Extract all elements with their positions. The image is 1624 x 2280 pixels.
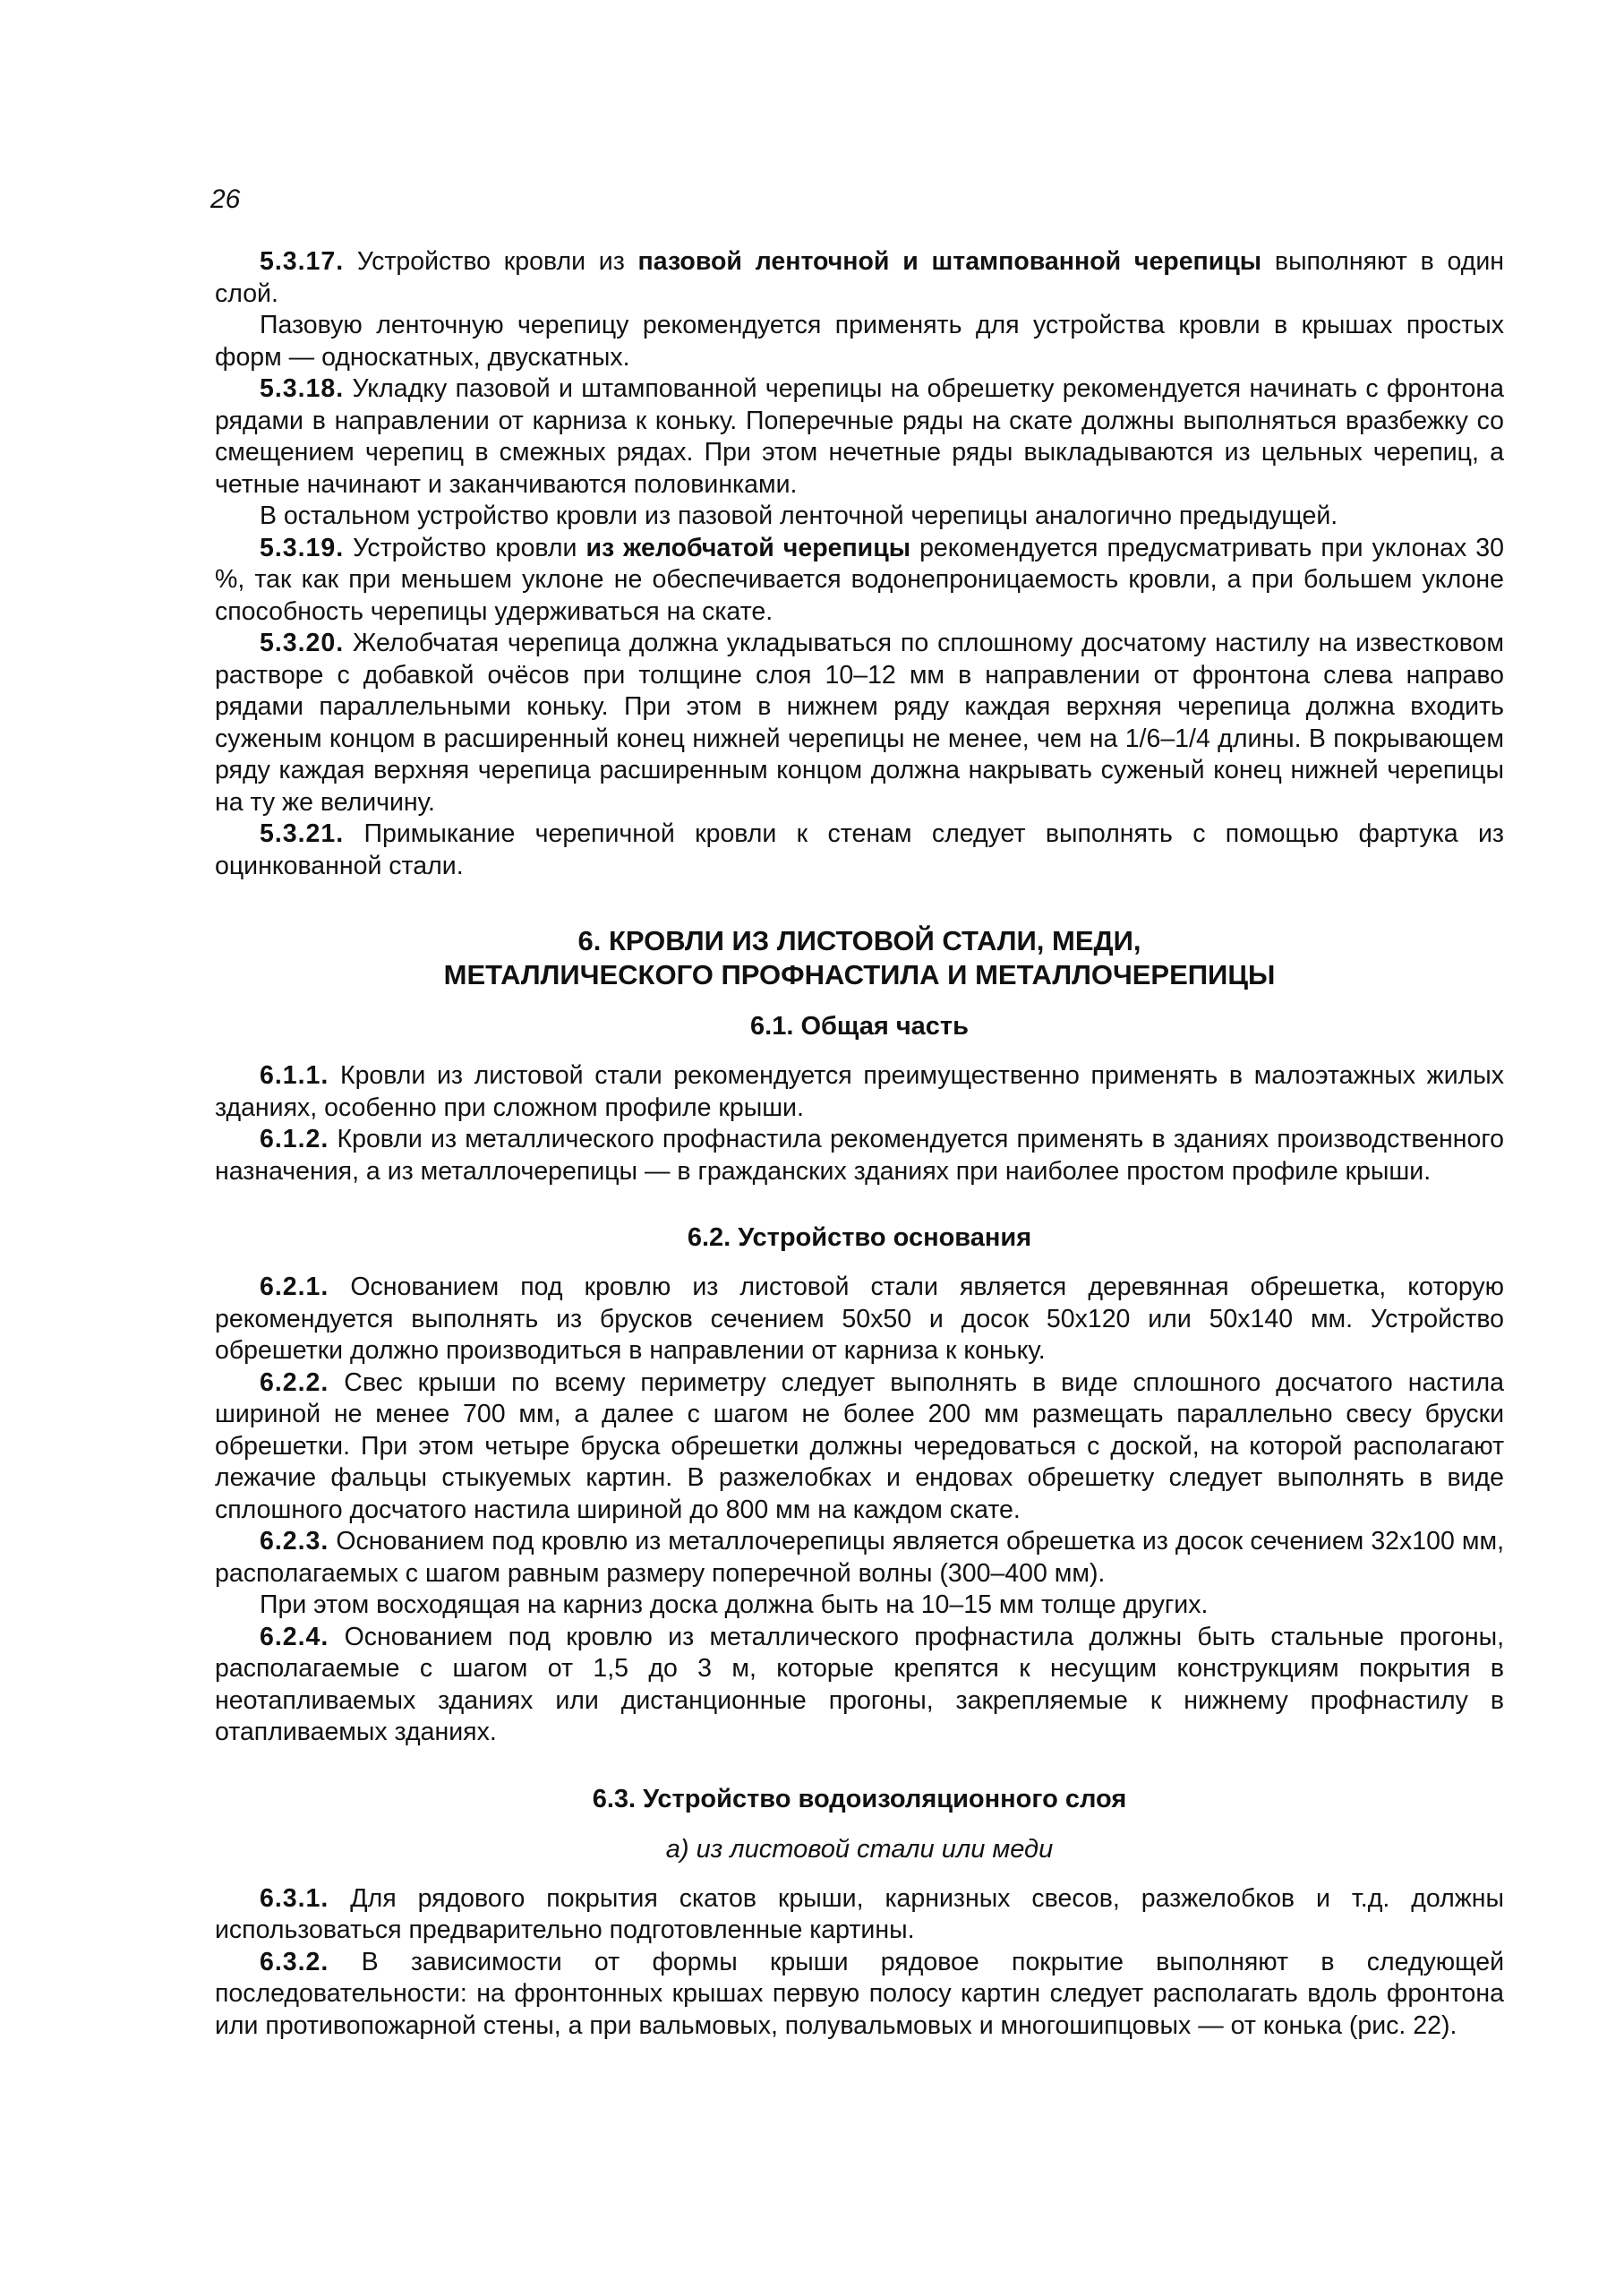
paragraph [215, 1590, 1504, 1622]
paragraph [215, 1060, 1504, 1124]
section-title: 6.1. Общая часть [750, 1012, 969, 1041]
paragraph [215, 246, 1504, 310]
clause-number: 5.3.17. [260, 247, 345, 276]
paragraph-text: Свес крыши по всему периметру следует выполнять в виде сплошного досчатого настила шириной не менее 700 мм, а далее с шагом не более 200 мм размещать параллельно свесу бруски обрешетки. При этом четыре бруска обрешетки должны чередоваться с доской, на которой располагают лежачие фальцы стыкуемых картин. В разжелобках и ендовах обрешетку следует выполнять в виде сплошного досчатого настила шириной до 800 мм на каждом скате. [215, 1367, 1504, 1524]
clause-number: 5.3.21. [260, 819, 345, 848]
paragraph-text: При этом восходящая на карниз доска должна быть на 10–15 мм толще других. [260, 1590, 1209, 1619]
section-title: 6.2. Устройство основания [687, 1223, 1032, 1252]
clause-number: 5.3.19. [260, 533, 345, 562]
bold-term: из желобчатой черепицы [585, 533, 911, 562]
paragraph-text: Для рядового покрытия скатов крыши, карнизных свесов, разжелобков и т.д. должны использоваться предварительно подготовленные картины. [215, 1883, 1504, 1944]
clause-number: 6.1.2. [260, 1125, 329, 1153]
paragraph [215, 1272, 1504, 1367]
paragraph-text: Желобчатая черепица должна укладываться по сплошному досчатому настилу на известковом растворе с добавкой очёсов при толщине слоя 10–12 мм в направлении от фронтона слева направо рядами параллельными коньку. При этом в нижнем ряду каждая верхняя черепица должна входить суженым концом в расширенный конец нижней черепицы не менее, чем на 1/6–1/4 длины. В покрывающем ряду каждая верхняя черепица расширенным концом должна накрывать суженый конец нижней черепицы на ту же величину. [215, 629, 1504, 817]
paragraph [215, 310, 1504, 373]
paragraph-text: выполняют в один слой. [215, 247, 1505, 308]
paragraph [215, 1124, 1504, 1187]
clause-number: 5.3.18. [260, 374, 345, 403]
clause-number: 6.2.3. [260, 1527, 329, 1556]
paragraph-text: В зависимости от формы крыши рядовое покрытие выполняют в следующей последовательности: на фронтонных крышах первую полосу картин следует располагать вдоль фронтона или противопожарной стены, а при вальмовых, полувальмовых и многошипцовых — от конька (рис. 22). [215, 1947, 1504, 2040]
clause-number: 6.1.1. [260, 1061, 329, 1090]
paragraph [215, 628, 1504, 819]
paragraph-text: Устройство кровли из [344, 247, 638, 276]
clause-number: 5.3.20. [260, 629, 345, 657]
paragraph [215, 373, 1504, 501]
paragraph [215, 1622, 1504, 1749]
paragraph [215, 1526, 1504, 1590]
paragraph-text: Кровли из металлического профнастила рекомендуется применять в зданиях производственного назначения, а из металлочерепицы — в гражданских зданиях при наиболее простом профиле крыши. [215, 1125, 1504, 1186]
paragraph-text: Основанием под кровлю из металлического профнастила должны быть стальные прогоны, располагаемые с шагом от 1,5 до 3 м, которые крепятся к несущим конструкциям покрытия в неотапливаемых зданиях или дистанционные прогоны, закрепляемые к нижнему профнастилу в отапливаемых зданиях. [215, 1622, 1504, 1746]
paragraph-text: Основанием под кровлю из металлочерепицы является обрешетка из досок сечением 32х100 мм, располагаемых с шагом равным размеру поперечной волны (300–400 мм). [215, 1527, 1504, 1588]
paragraph-text: Укладку пазовой и штампованной черепицы на обрешетку рекомендуется начинать с фронтона рядами в направлении от карниза к коньку. Поперечные ряды на скате должны выполняться вразбежку со смещением черепиц в смежных рядах. При этом нечетные ряды выкладываются из цельных черепиц, а четные начинают и заканчиваются половинками. [215, 374, 1504, 499]
chapter-title-line: 6. КРОВЛИ ИЗ ЛИСТОВОЙ СТАЛИ, МЕДИ, [577, 925, 1141, 956]
paragraph-text: Кровли из листовой стали рекомендуется преимущественно применять в малоэтажных жилых зданиях, особенно при сложном профиле крыши. [215, 1061, 1504, 1122]
clause-number: 6.2.2. [260, 1367, 329, 1397]
section-title: 6.3. Устройство водоизоляционного слоя [592, 1784, 1127, 1813]
chapter-title-line: МЕТАЛЛИЧЕСКОГО ПРОФНАСТИЛА И МЕТАЛЛОЧЕРЕПИЦЫ [443, 959, 1276, 990]
paragraph [215, 501, 1504, 533]
paragraph [215, 819, 1504, 882]
paragraph-text: Пазовую ленточную черепицу рекомендуется применять для устройства кровли в крышах простых форм — односкатных, двускатных. [215, 311, 1504, 372]
clause-number: 6.2.1. [260, 1273, 329, 1301]
paragraph-text: Примыкание черепичной кровли к стенам следует выполнять с помощью фартука из оцинкованной стали. [215, 819, 1504, 880]
paragraph [215, 533, 1504, 629]
subsection-title: а) из листовой стали или меди [665, 1834, 1054, 1864]
paragraph [215, 1947, 1504, 2043]
paragraph-text: Устройство кровли [344, 533, 586, 562]
chapter-title [215, 924, 1504, 992]
paragraph-text: Основанием под кровлю из листовой стали является деревянная обрешетка, которую рекомендуется выполнять из брусков сечением 50х50 и досок 50х120 или 50х140 мм. Устройство обрешетки должно производиться в направлении от карниза к коньку. [215, 1273, 1504, 1365]
paragraph-text: В остальном устройство кровли из пазовой ленточной черепицы аналогично предыдущей. [260, 501, 1338, 530]
paragraph [215, 1883, 1504, 1947]
page-number: 26 [210, 184, 241, 214]
clause-number: 6.3.1. [260, 1883, 329, 1913]
paragraph [215, 1367, 1504, 1527]
paragraph-text: рекомендуется предусматривать при уклонах 30 %, так как при меньшем уклоне не обеспечивается водонепроницаемость кровли, а при большем уклоне способность черепицы удерживаться на скате. [215, 533, 1504, 626]
clause-number: 6.2.4. [260, 1622, 329, 1651]
page-content [215, 246, 1504, 2042]
clause-number: 6.3.2. [260, 1947, 329, 1976]
bold-term: пазовой ленточной и штампованной черепицы [637, 247, 1262, 276]
